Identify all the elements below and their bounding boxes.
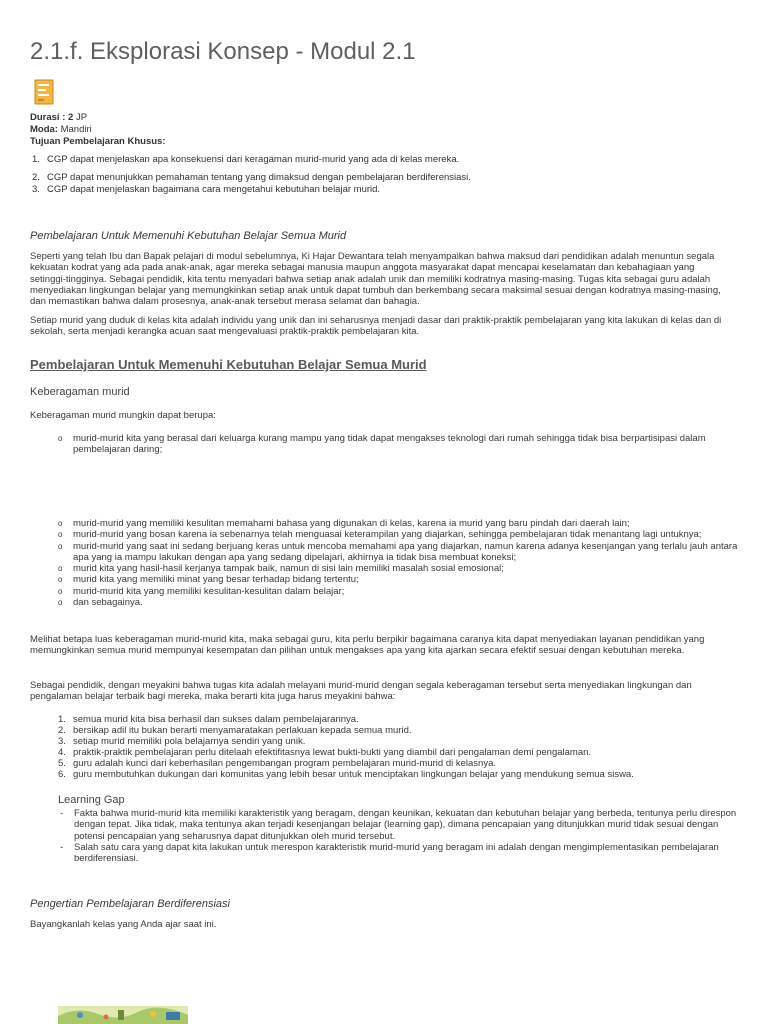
circle-bullet-icon: o bbox=[58, 564, 63, 574]
list-item: 6. guru membutuhkan dukungan dari komunitas yang lebih besar untuk menciptakan lingkungan belajar yang mendukung semua siswa. bbox=[58, 768, 634, 780]
list-item: o murid-murid kita yang memiliki kesulitan-kesulitan dalam belajar; bbox=[58, 585, 345, 597]
list-item: o murid kita yang hasil-hasil kerjanya tampak baik, namun di sisi lain memiliki masalah sosial emosional; bbox=[58, 563, 504, 575]
list-item: 3. setiap murid memiliki pola belajarnya sendiri yang unik. bbox=[58, 735, 306, 747]
list-item: 3. CGP dapat menjelaskan bagaimana cara mengetahui kebutuhan belajar murid. bbox=[32, 184, 381, 195]
list-item: - Fakta bahwa murid-murid kita memiliki karakteristik yang beragam, dengan keunikan, kekuatan dan kebutuhan belajar yang berbeda, tentunya perlu direspon dengan tepat. Jika tidak, maka tentunya akan terjadi kesenjangan belajar (learning gap), dimana pencapaian yang ditunjukkan murid tidak sesuai dengan potensi pencapaian yang seharusnya dapat ditunjukkan oleh murid tersebut. bbox=[60, 808, 737, 842]
list-item: 2. CGP dapat menunjukkan pemahaman tentang yang dimaksud dengan pembelajaran berdiferensiasi. bbox=[32, 172, 471, 183]
list-item: o murid-murid yang memiliki kesulitan memahami bahasa yang digunakan di kelas, karena ia murid yang baru pindah dari daerah lain; bbox=[58, 518, 630, 529]
document-icon bbox=[34, 79, 54, 105]
list-item: 1. semua murid kita bisa berhasil dan sukses dalam pembelajarannya. bbox=[58, 714, 359, 725]
circle-bullet-icon: o bbox=[58, 519, 63, 528]
paragraph: Seperti yang telah Ibu dan Bapak pelajari di modul sebelumnya, Ki Hajar Dewantara telah menyampaikan bahwa maksud dari pendidikan adalah menuntun segala kekuatan kodrat yang ada pada anak-anak, agar mereka sebagai manusia maupun anggota masyarakat dapat mencapai keselamatan dan kebahagiaan yang setinggi-tingginya. Sebagai pendidik, kita tentu menyadari bahwa setiap anak adalah unik dan memiliki kodratnya masing-masing. Tugas kita sebagai guru adalah menyediakan lingkungan belajar yang memungkinkan setiap anak untuk dapat tumbuh dan berkembang secara maksimal sesuai dengan kodratnya masing-masing, dan memastikan bahwa dalam prosesnya, anak-anak tersebut merasa selamat dan bahagia. bbox=[30, 251, 721, 308]
list-item: o dan sebagainya. bbox=[58, 597, 143, 609]
section-title: Pembelajaran Untuk Memenuhi Kebutuhan Belajar Semua Murid bbox=[30, 230, 347, 242]
list-item: o murid kita yang memiliki minat yang besar terhadap bidang tertentu; bbox=[58, 574, 359, 586]
objectives-list bbox=[30, 154, 471, 196]
circle-bullet-icon: o bbox=[58, 575, 63, 585]
paragraph: Keberagaman murid mungkin dapat berupa: bbox=[30, 410, 216, 421]
circle-bullet-icon: o bbox=[58, 586, 63, 596]
paragraph: Bayangkanlah kelas yang Anda ajar saat ini. bbox=[30, 919, 217, 930]
list-item: - Salah satu cara yang dapat kita lakukan untuk merespon karakteristik murid-murid yang beragam ini adalah dengan mengimplementasikan pembelajaran berdiferensiasi. bbox=[60, 841, 719, 865]
list-item: 1. CGP dapat menjelaskan apa konsekuensi dari keragaman murid-murid yang ada di kelas mereka. bbox=[32, 154, 460, 165]
paragraph: Setiap murid yang duduk di kelas kita adalah individu yang unik dan ini seharusnya menjadi dasar dari praktik-praktik pembelajaran yang kita lakukan di kelas dan di sekolah, serta menjadi kerangka acuan saat mengevaluasi praktik-praktik pembelajaran kita. bbox=[30, 315, 722, 338]
beliefs-list bbox=[58, 715, 742, 780]
section-title: Pengertian Pembelajaran Berdiferensiasi bbox=[30, 898, 230, 910]
diversity-list bbox=[58, 433, 742, 456]
circle-bullet-icon: o bbox=[58, 598, 63, 608]
list-item: o murid-murid yang saat ini sedang berjuang keras untuk mencoba memahami apa yang diajarkan, namun karena adanya kesenjangan yang terlalu jauh antara apa yang ia mampu lakukan dengan apa yang sedang dipelajari, akhirnya ia tidak bisa membuat koneksi; bbox=[58, 540, 738, 563]
circle-bullet-icon: o bbox=[58, 541, 63, 551]
list-item: 5. guru adalah kunci dari keberhasilan pengembangan program pembelajaran murid-murid di kelasnya. bbox=[58, 757, 496, 769]
list-item: 2. bersikap adil itu bukan berarti menyamaratakan perlakuan kepada semua murid. bbox=[58, 724, 412, 736]
subheading: Keberagaman murid bbox=[30, 386, 130, 398]
circle-bullet-icon: o bbox=[58, 434, 63, 443]
diversity-list bbox=[58, 518, 742, 608]
paragraph: Sebagai pendidik, dengan meyakini bahwa tugas kita adalah melayani murid-murid dengan segala keberagaman tersebut serta menyediakan lingkungan dan pengalaman belajar terbaik bagi mereka, maka berarti kita juga harus meyakini bahwa: bbox=[30, 680, 692, 703]
learning-gap-list bbox=[58, 808, 742, 864]
list-item: o murid-murid kita yang berasal dari keluarga kurang mampu yang tidak dapat mengakses teknologi dari rumah sehingga tidak bisa berpartisipasi dalam pembelajaran daring; bbox=[58, 433, 706, 456]
paragraph: Melihat betapa luas keberagaman murid-murid kita, maka sebagai guru, kita perlu berpikir bagaimana caranya kita dapat menyediakan layanan pendidikan yang memungkinkan semua murid mempunyai kesempatan dan pilihan untuk mengakses apa yang kita ajarkan secara efektif sesuai dengan kebutuhan mereka. bbox=[30, 634, 705, 657]
module-meta: Durasi : 2 JP Moda: Mandiri Tujuan Pembelajaran Khusus: bbox=[30, 112, 166, 147]
list-item: o murid-murid yang bosan karena ia sebenarnya telah menguasai keterampilan yang diajarkan, sehingga pembelajaran tidak menantang lagi untuknya; bbox=[58, 529, 702, 541]
list-item: 4. praktik-praktik pembelajaran perlu ditelaah efektifitasnya lewat bukti-bukti yang diambil dari pengalaman demi pengalaman. bbox=[58, 746, 592, 758]
section-heading: Pembelajaran Untuk Memenuhi Kebutuhan Belajar Semua Murid bbox=[30, 357, 427, 372]
learning-gap-title: Learning Gap bbox=[58, 794, 125, 806]
page-title: 2.1.f. Eksplorasi Konsep - Modul 2.1 bbox=[30, 38, 416, 65]
illustration-image bbox=[58, 1006, 188, 1024]
circle-bullet-icon: o bbox=[58, 530, 63, 540]
